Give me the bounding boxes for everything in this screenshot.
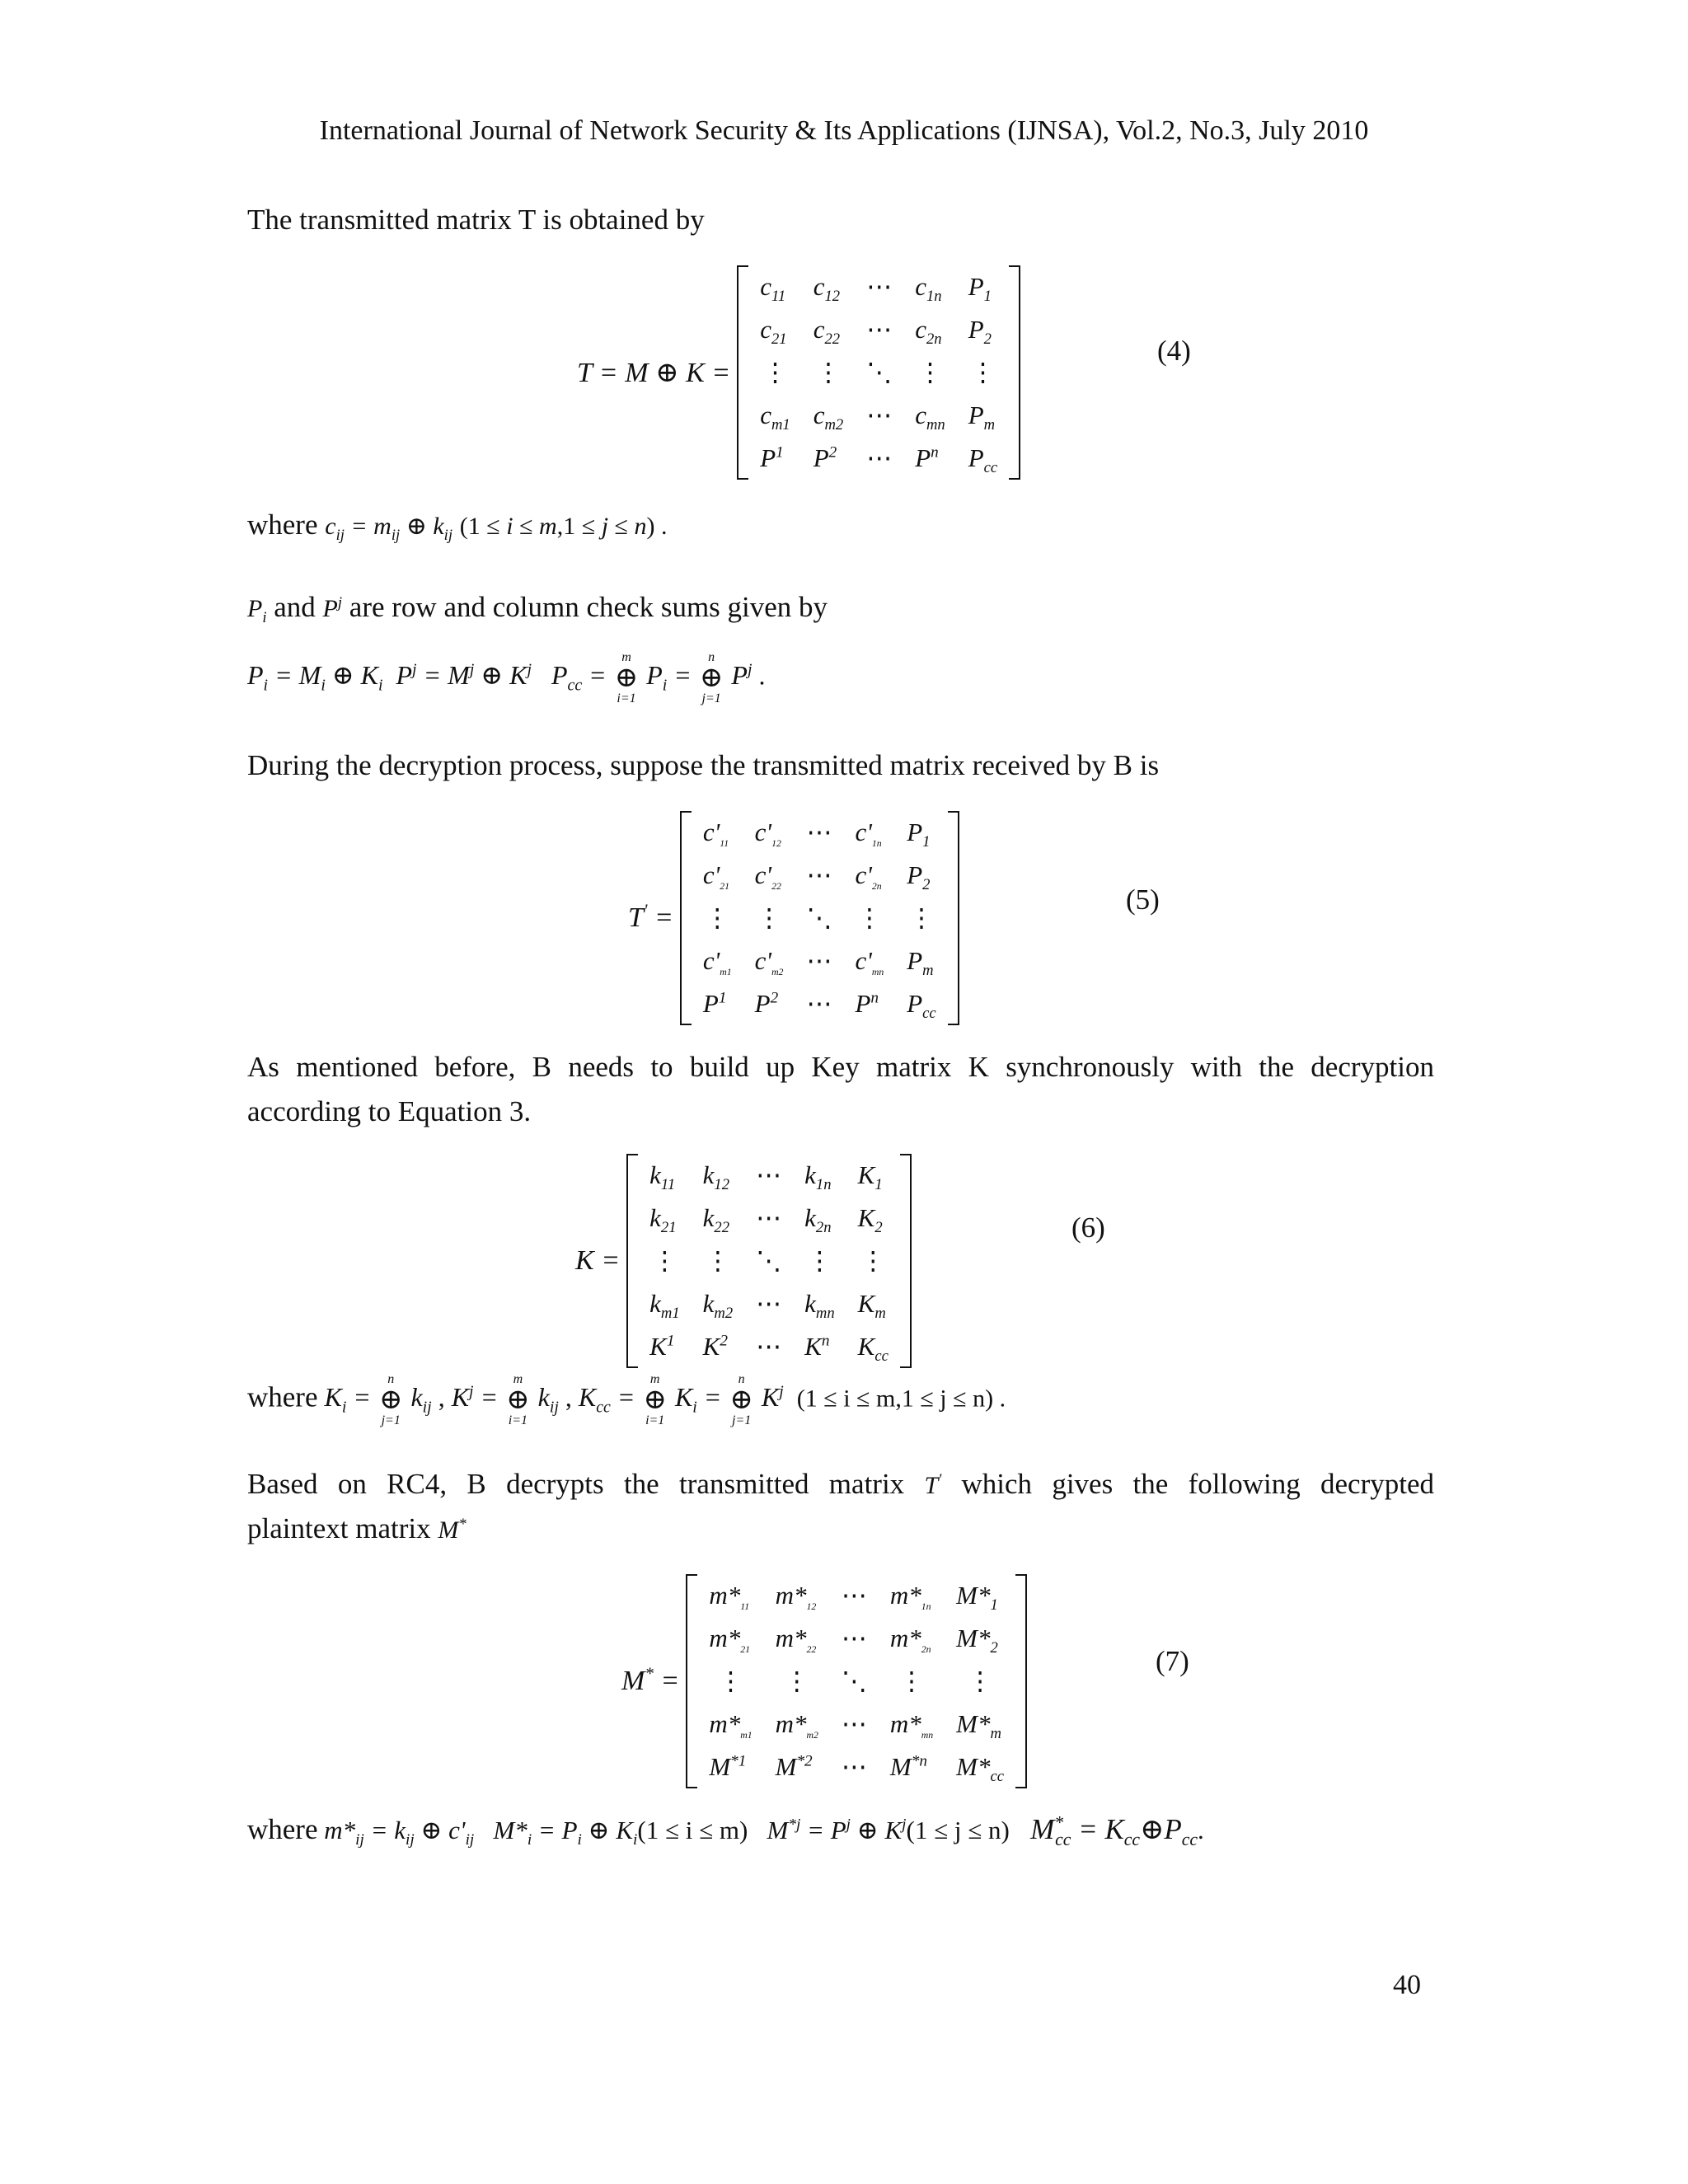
paragraph-check-sums: $P_i$ and $P^j$ are row and column check sums given by	[247, 591, 828, 626]
paragraph-intro: The transmitted matrix T is obtained by	[247, 204, 705, 236]
matrix-M-star: $m*_{11}$ $m*_{21}$ ⋮ $m*_{m1}$ $M^{*1}$ $m*_{12}$ $m*_{22}$ ⋮ $m*_{m2}$ $M^{*2}$ ⋯ ⋯ ⋱ ⋯ ⋯ $m*_{1n}$ $m*_{2n}$ ⋮ $m*_{mn}$ $M^{*n}$ $M*_1$ $M*_2$ ⋮ $M*_m$ $M*_{cc}$	[686, 1574, 1027, 1788]
where-m-star: where $m*_{ij} = k_{ij}$ ⊕ $c'_{ij}$ $M*_i = P_i$ ⊕ $K_i(1 \le i \le m) M^{*j} = P^j$ ⊕ $K^j(1 \le j \le n) M^*_{cc}$ = $K_{cc}\oplus P_{cc}$.	[247, 1812, 1204, 1849]
matrix-T-prime: $c'_{11}$ $c'_{21}$ ⋮ $c'_{m1}$ $P^1$ $c'_{12}$ $c'_{22}$ ⋮ $c'_{m2}$ $P^2$ ⋯ ⋯ ⋱ ⋯ ⋯ $c'_{1n}$ $c'_{2n}$ ⋮ $c'_{mn}$ $P^n$ $P_1$ $P_2$ ⋮ $P_m$ $P_{cc}$	[680, 811, 959, 1025]
equation-number-7: (7)	[1156, 1645, 1189, 1677]
equation-number-6: (6)	[1071, 1212, 1105, 1244]
equation-number-4: (4)	[1157, 335, 1191, 367]
equation-6	[575, 1154, 912, 1368]
matrix-K: $k_{11}$ $k_{21}$ ⋮ $k_{m1}$ $K^1$ $k_{12}$ $k_{22}$ ⋮ $k_{m2}$ $K^2$ ⋯ ⋯ ⋱ ⋯ ⋯ $k_{1n}$ $k_{2n}$ ⋮ $k_{mn}$ $K^n$ $K_1$ $K_2$ ⋮ $K_m$ $K_{cc}$	[626, 1154, 912, 1368]
equation-number-5: (5)	[1126, 883, 1160, 916]
where-key-sums: where $K_i$ = n ⊕ j=1 $k_{ij}$ , $K^j$ = m ⊕ i=1 $k_{ij}$ , $K_{cc}$ = m ⊕ i=1 $K_i$ = n ⊕ j=1 $K^j$ (1 ≤ i ≤ m,1 ≤ j ≤ n) .	[247, 1372, 1006, 1427]
eq5-lhs: T' =	[628, 900, 673, 933]
eq6-lhs: K =	[575, 1245, 621, 1276]
running-header: International Journal of Network Security & Its Applications (IJNSA), Vol.2, No.3, July 2010	[319, 115, 1369, 146]
equation-7	[621, 1574, 1027, 1788]
paragraph-key-matrix-line2: according to Equation 3.	[247, 1095, 532, 1127]
paragraph-rc4-line1: Based on RC4, B decrypts the transmitted matrix T' which gives the following decrypted	[247, 1468, 1435, 1500]
paragraph-decryption: During the decryption process, suppose the transmitted matrix received by B is	[247, 749, 1160, 781]
where-cij: where $c_{ij} = m_{ij}$ ⊕ $k_{ij}$ (1 ≤ i ≤ m,1 ≤ j ≤ n) .	[247, 509, 668, 544]
checksum-formulas: $P_i = M_i$ ⊕ $K_i$ $P^j = M^j$ ⊕ $K^j$ $P_{cc}$ = m ⊕ i=1 $P_i$ = n ⊕ j=1 $P^j$ .	[247, 650, 766, 705]
paragraph-rc4-line2: plaintext matrix M*	[247, 1512, 467, 1544]
equation-4	[577, 265, 1020, 480]
eq4-lhs: T = M ⊕ K =	[577, 358, 731, 388]
equation-5	[628, 811, 959, 1025]
eq7-lhs: M* =	[621, 1663, 680, 1696]
matrix-T: $c_{11}$ $c_{21}$ ⋮ $c_{m1}$ $P^1$ $c_{12}$ $c_{22}$ ⋮ $c_{m2}$ $P^2$ ⋯ ⋯ ⋱ ⋯ ⋯ $c_{1n}$ $c_{2n}$ ⋮ $c_{mn}$ $P^n$ $P_1$ $P_2$ ⋮ $P_m$ $P_{cc}$	[737, 265, 1020, 480]
where-word: where	[247, 509, 318, 541]
paragraph-key-matrix-line1: As mentioned before, B needs to build up Key matrix K synchronously with the decryption	[247, 1051, 1434, 1083]
page-number: 40	[1393, 1970, 1421, 2000]
